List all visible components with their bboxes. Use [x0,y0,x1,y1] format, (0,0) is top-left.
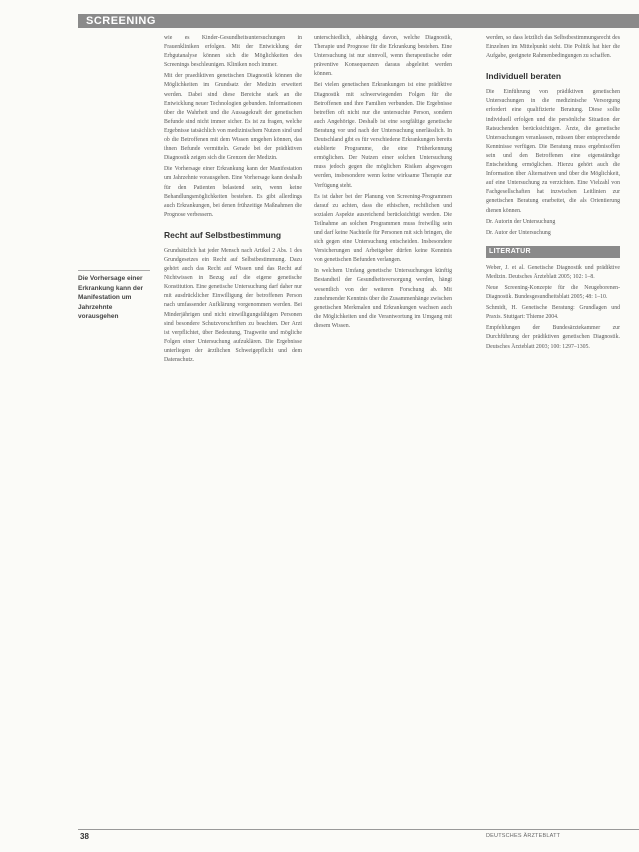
journal-name: DEUTSCHES ÄRZTEBLATT [486,833,561,839]
pull-quote: Die Vorhersage einer Erkrankung kann der Manifestation um Jahrzehnte vorausgehen [78,275,144,320]
text-column-2 [314,34,452,333]
page-number: 38 [80,832,89,841]
section-header-bar [78,14,639,28]
paragraph: In welchem Umfang genetische Untersuchungen künftig Bestandteil der Gesundheitsversorgung werden, hängt wesentlich von der weiteren Forschung ab. Mit zunehmender Kenntnis über die Zusammenhänge zwischen genetischen Merkmalen und Erkrankungen wachsen auch die Möglichkeiten und die Verantwortung im Umgang mit diesem Wissen. [314,268,452,329]
paragraph: Bei vielen genetischen Erkrankungen ist eine prädiktive Diagnostik mit schwerwiegenden Folgen für die Betroffenen und ihre Familien verbunden. Die Ergebnisse betreffen oft nicht nur die untersuchte Person, sondern auch Angehörige. Deshalb ist eine sorgfältige genetische Beratung vor und nach der Untersuchung unerlässlich. In Deutschland gibt es für verschiedene Erkrankungen bereits etablierte Programme, die eine Früherkennung ermöglichen. Der Nutzen einer solchen Untersuchung muss jedoch gegen die möglichen Risiken abgewogen werden, insbesondere wenn keine wirksame Therapie zur Verfügung steht. [314,82,452,189]
pull-quote-rule [78,270,150,271]
paragraph: wie es Kinder-Gesundheitsuntersuchungen in Frauenkliniken erfolgen. Mit der Entwicklung der Erbgutanalyse können sich die Möglichkeiten des Screenings beschleunigen. Kliniken noch immer. [164,35,302,69]
text-column-3 [486,34,620,354]
literature-item: Weber, J. et al. Genetische Diagnostik und prädiktive Medizin. Deutsches Ärzteblatt 2005; 102: 1–8. [486,264,620,280]
literature-item: Empfehlungen der Bundesärztekammer zur Durchführung der prädiktiven genetischen Diagnostik. Deutsches Ärzteblatt 2003; 100: 1297–1305. [486,325,620,350]
paragraph: Die Einführung von prädiktiven genetischen Untersuchungen in die medizinische Versorgung erfordert eine qualifizierte Beratung. Diese sollte individuell erfolgen und die persönliche Situation der Ratsuchenden berücksichtigen. Ärzte, die genetische Untersuchungen veranlassen, müssen über entsprechende Kenntnisse verfügen. Die Beratung muss ergebnisoffen sein und den Betroffenen eine eigenständige Entscheidung ermöglichen. Hierzu gehört auch die Information über Alternativen und über die Möglichkeit, auf eine Untersuchung zu verzichten. Eine Vielzahl von Fachgesellschaften hat inzwischen Leitlinien zur genetischen Beratung erarbeitet, die als Orientierung dienen können. [486,89,620,214]
paragraph: unterschiedlich, abhängig davon, welche Diagnostik, Therapie und Prognose für die Erkrankung bestehen. Eine Untersuchung ist nur sinnvoll, wenn therapeutische oder präventive Konsequenzen daraus abgeleitet werden können. [314,35,452,78]
literature-header-bar [486,246,620,258]
literature-item: Schmidt, H. Genetische Beratung: Grundlagen und Praxis. Stuttgart: Thieme 2004. [486,305,620,321]
subheading-selbstbestimmung: Recht auf Selbstbestimmung [164,229,282,240]
paragraph: Mit der praediktiven genetischen Diagnostik können die Möglichkeiten im Grundsatz der Medizin erweitert werden. Dabei sind diese Bereiche stark an die Entwicklung neuer Technologien gebunden. Informationen über die Wahrheit und die Aussagekraft der genetischen Befunde sind nicht immer sicher. Es ist zu fragen, welche Ergebnisse tatsächlich von medizinischem Nutzen sind und ob die Betroffenen mit dem Wissen umgehen können, das ihnen Befunde vermitteln. Gerade bei der prädiktiven Diagnostik zeigen sich die Grenzen der Medizin. [164,73,302,162]
subheading-individuell-beraten: Individuell beraten [486,71,562,82]
paragraph: werden, so dass letztlich das Selbstbestimmungsrecht des Einzelnen im Mittelpunkt steht. Die Politik hat hier die Aufgabe, geeignete Rahmenbedingungen zu schaffen. [486,35,620,60]
paragraph: Grundsätzlich hat jeder Mensch nach Artikel 2 Abs. 1 des Grundgesetzes ein Recht auf Selbstbestimmung. Dazu gehört auch das Recht auf Wissen und das Recht auf Nichtwissen in Bezug auf die eigene genetische Konstitution. Eine genetische Untersuchung darf daher nur mit ausdrücklicher Einwilligung der betroffenen Person nach umfassender Aufklärung vorgenommen werden. Bei Minderjährigen und nicht einwilligungsfähigen Personen sind besondere Schutzvorschriften zu beachten. Der Arzt ist verpflichtet, über Bedeutung, Tragweite und mögliche Folgen einer Untersuchung aufzuklären. Die Ergebnisse unterliegen der ärztlichen Schweigepflicht und dem Datenschutz. [164,247,302,363]
footer-rule [78,829,639,830]
author-reference: Dr. Autor der Untersuchung [486,229,551,236]
author-reference: Dr. Autorin der Untersuchung [486,218,556,225]
section-title: SCREENING [86,15,156,27]
paragraph: Die Vorhersage einer Erkrankung kann der Manifestation um Jahrzehnte vorausgehen. Eine Vorhersage kann deshalb für den Patienten belastend sein, wenn keine Behandlungsmöglichkeiten bestehen. Es gibt allerdings auch Erkrankungen, bei denen frühzeitige Maßnahmen die Prognose verbessern. [164,166,302,218]
literature-title: LITERATUR [489,247,531,255]
paragraph: Es ist daher bei der Planung von Screening-Programmen darauf zu achten, dass die ethischen, rechtlichen und sozialen Aspekte ausreichend berücksichtigt werden. Die Teilnahme an solchen Programmen muss freiwillig sein und darf keine Nachteile für Personen mit sich bringen, die sich gegen eine Untersuchung entscheiden. Insbesondere Versicherungen und Arbeitgeber dürfen keine Kenntnis von genetischen Befunden verlangen. [314,193,452,264]
literature-item: Neue Screening-Konzepte für die Neugeborenen-Diagnostik. Bundesgesundheitsblatt 2005; 48: 1–10. [486,284,620,301]
text-column-1 [164,34,302,367]
